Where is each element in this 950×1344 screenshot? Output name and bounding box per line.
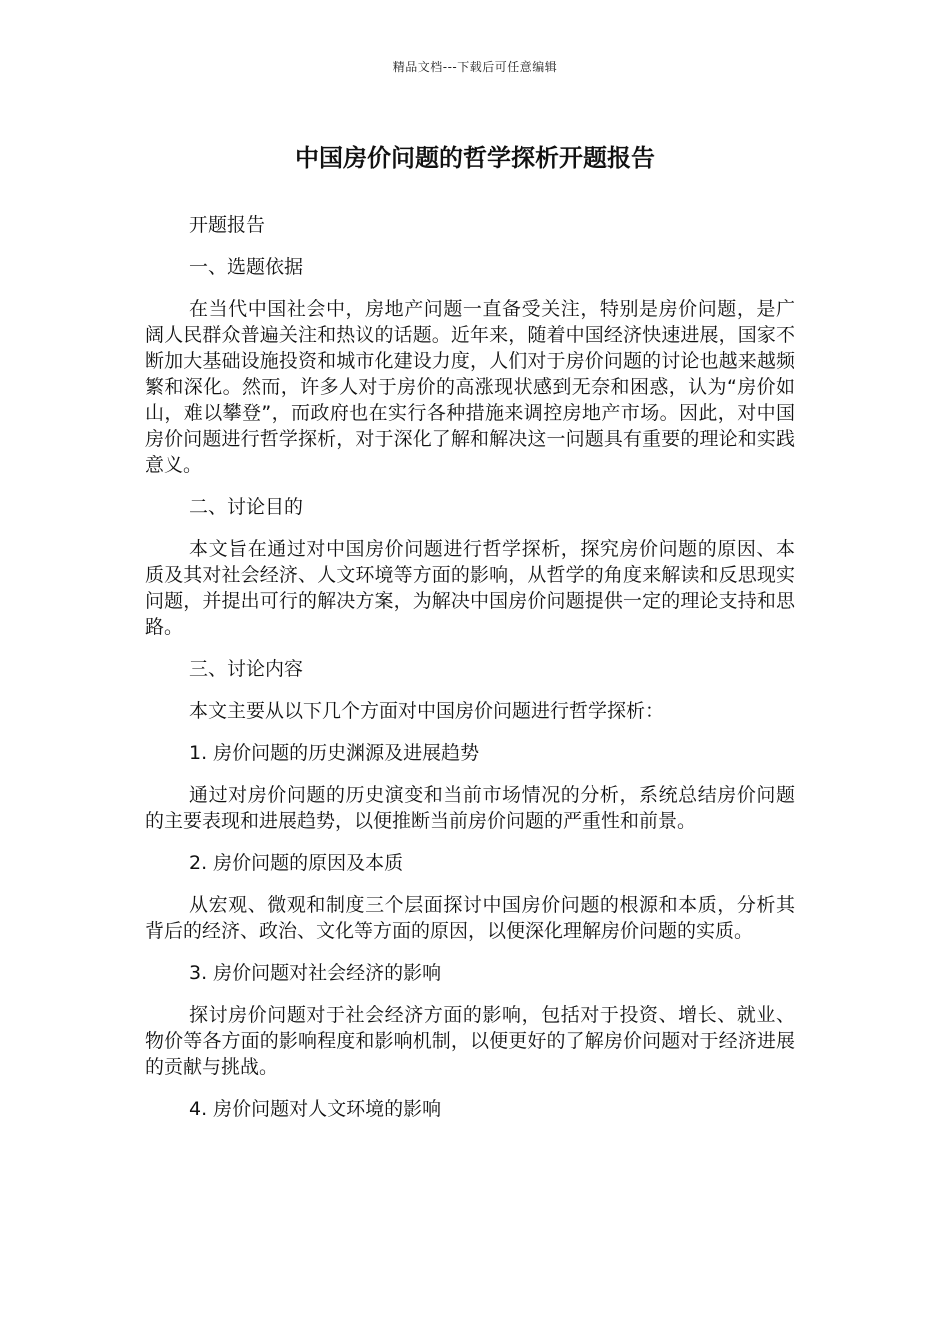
paragraph-purpose: 本文旨在通过对中国房价问题进行哲学探析，探究房价问题的原因、本质及其对社会经济、人文环境等方面的影响，从哲学的角度来解读和反思现实问题，并提出可行的解决方案，为解决中国房价问题提供一定的理论支持和思路。 [145,538,795,638]
report-label: 开题报告 [189,214,266,236]
document-body [145,212,795,1138]
section-heading-content: 三、讨论内容 [189,658,304,680]
item-heading-1: 1. 房价问题的历史渊源及进展趋势 [189,742,480,764]
section-heading-basis: 一、选题依据 [189,256,304,278]
header-note: 精品文档---下载后可任意编辑 [392,60,558,74]
item-heading-4: 4. 房价问题对人文环境的影响 [189,1098,442,1120]
paragraph-basis: 在当代中国社会中，房地产问题一直备受关注，特别是房价问题，是广阔人民群众普遍关注和热议的话题。近年来，随着中国经济快速进展，国家不断加大基础设施投资和城市化建设力度，人们对于房价问题的讨论也越来越频繁和深化。然而，许多人对于房价的高涨现状感到无奈和困惑，认为“房价如山，难以攀登”，而政府也在实行各种措施来调控房地产市场。因此，对中国房价问题进行哲学探析，对于深化了解和解决这一问题具有重要的理论和实践意义。 [145,298,795,476]
document-title: 中国房价问题的哲学探析开题报告 [295,144,655,172]
item-heading-2: 2. 房价问题的原因及本质 [189,852,404,874]
section-heading-purpose: 二、讨论目的 [189,496,304,518]
item-paragraph-1: 通过对房价问题的历史演变和当前市场情况的分析，系统总结房价问题的主要表现和进展趋势，以便推断当前房价问题的严重性和前景。 [145,784,795,832]
item-paragraph-3: 探讨房价问题对于社会经济方面的影响，包括对于投资、增长、就业、物价等各方面的影响程度和影响机制，以便更好的了解房价问题对于经济进展的贡献与挑战。 [145,1004,795,1078]
item-paragraph-2: 从宏观、微观和制度三个层面探讨中国房价问题的根源和本质，分析其背后的经济、政治、文化等方面的原因，以便深化理解房价问题的实质。 [145,894,795,942]
item-heading-3: 3. 房价问题对社会经济的影响 [189,962,442,984]
content-intro: 本文主要从以下几个方面对中国房价问题进行哲学探析： [189,700,665,722]
